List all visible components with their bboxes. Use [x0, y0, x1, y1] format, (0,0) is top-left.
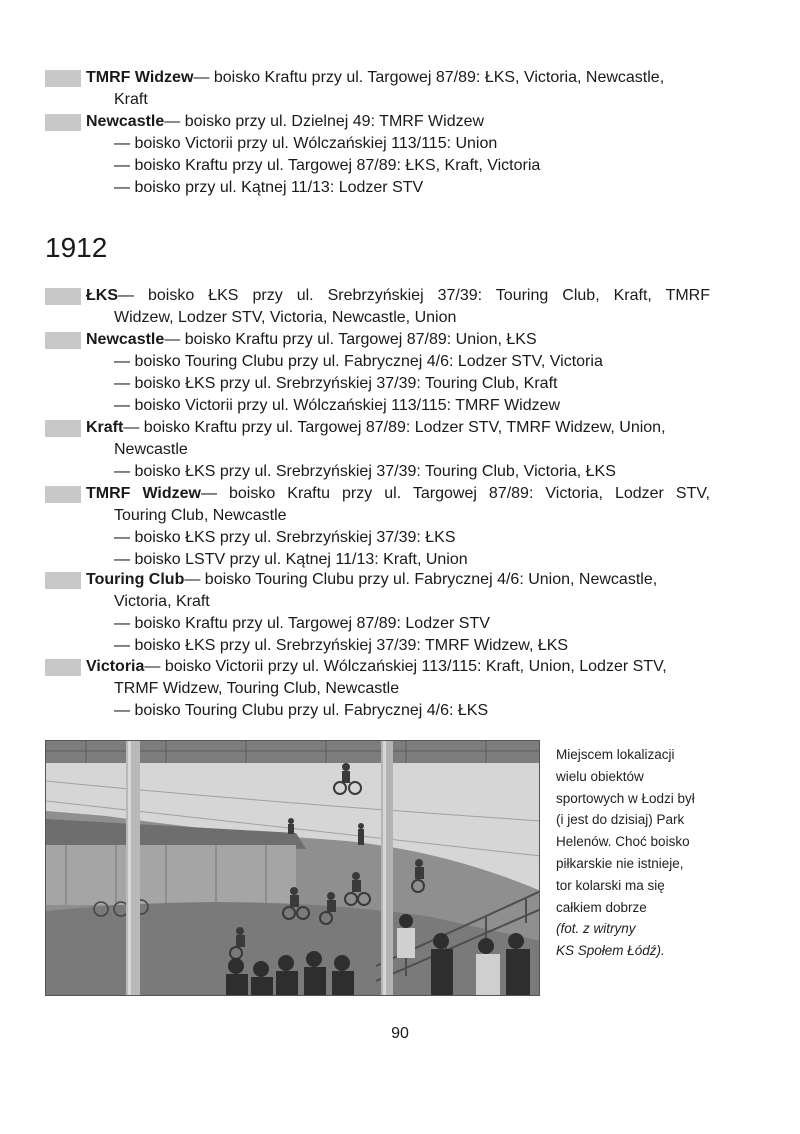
entry-sub-line: — boisko Touring Clubu przy ul. Fabrycznej 4/6: ŁKS	[114, 702, 489, 719]
team-name: Kraft	[86, 419, 124, 436]
entry-continuation: Touring Club, Newcastle	[114, 507, 287, 524]
entry-sub-line: — boisko przy ul. Kątnej 11/13: Lodzer STV	[114, 179, 424, 196]
photo-caption	[556, 744, 726, 962]
entry-tmrf-widzew-top	[45, 67, 710, 111]
team-name: ŁKS	[86, 287, 118, 304]
entry-kraft	[45, 417, 710, 483]
entry-tmrf-widzew	[45, 483, 710, 571]
team-name: Touring Club	[86, 571, 185, 588]
entry-text: — boisko ŁKS przy ul. Srebrzyńskiej 37/39: Touring Club, Kraft, TMRF	[118, 287, 710, 304]
entry-text: — boisko Kraftu przy ul. Targowej 87/89: Union, ŁKS	[164, 331, 537, 348]
entry-victoria	[45, 656, 710, 722]
caption-credit-line: (fot. z witryny	[556, 921, 636, 937]
team-name: TMRF Widzew	[86, 69, 194, 86]
entry-touring-club	[45, 569, 710, 657]
entry-text: — boisko przy ul. Dzielnej 49: TMRF Widzew	[164, 113, 485, 130]
entry-sub-line: — boisko Victorii przy ul. Wólczańskiej 113/115: Union	[114, 135, 498, 152]
entry-continuation: TRMF Widzew, Touring Club, Newcastle	[114, 680, 400, 697]
entry-text: — boisko Kraftu przy ul. Targowej 87/89: ŁKS, Victoria, Newcastle,	[193, 69, 665, 86]
entry-text: — boisko Victorii przy ul. Wólczańskiej 113/115: Kraft, Union, Lodzer STV,	[144, 658, 667, 675]
velodrome-photo	[45, 740, 540, 996]
entry-sub-line: — boisko Kraftu przy ul. Targowej 87/89: Lodzer STV	[114, 615, 490, 632]
entry-text: — boisko Touring Clubu przy ul. Fabrycznej 4/6: Union, Newcastle,	[184, 571, 658, 588]
team-name: Victoria	[86, 658, 145, 675]
caption-line: wielu obiektów	[556, 768, 644, 784]
caption-line: Miejscem lokalizacji	[556, 747, 675, 762]
entry-continuation: Kraft	[114, 91, 148, 108]
entry-text: — boisko Kraftu przy ul. Targowej 87/89: Lodzer STV, TMRF Widzew, Union,	[123, 419, 666, 436]
entry-sub-line: — boisko ŁKS przy ul. Srebrzyńskiej 37/39: Touring Club, Kraft	[114, 375, 558, 392]
entry-continuation: Newcastle	[114, 441, 188, 458]
caption-line: sportowych w Łodzi był	[556, 790, 695, 806]
entry-text: — boisko Kraftu przy ul. Targowej 87/89: Victoria, Lodzer STV,	[200, 485, 710, 502]
caption-line: tor kolarski ma się	[556, 877, 665, 893]
entry-lks	[45, 285, 710, 329]
entry-newcastle	[45, 329, 710, 417]
entry-sub-line: — boisko Touring Clubu przy ul. Fabrycznej 4/6: Lodzer STV, Victoria	[114, 353, 603, 370]
entry-sub-line: — boisko LSTV przy ul. Kątnej 11/13: Kraft, Union	[114, 551, 468, 568]
velodrome-illustration	[46, 741, 540, 996]
entry-sub-line: — boisko ŁKS przy ul. Srebrzyńskiej 37/39: TMRF Widzew, ŁKS	[114, 637, 569, 654]
caption-line: (i jest do dzisiaj) Park	[556, 812, 685, 828]
page-number: 90	[391, 1025, 409, 1042]
caption-credit-line: KS Społem Łódź).	[556, 943, 665, 959]
entry-newcastle-top	[45, 111, 710, 199]
team-name: Newcastle	[86, 113, 165, 130]
team-name: Newcastle	[86, 331, 165, 348]
entry-continuation: Victoria, Kraft	[114, 593, 210, 610]
caption-line: całkiem dobrze	[556, 899, 647, 915]
entry-sub-line: — boisko Victorii przy ul. Wólczańskiej 113/115: TMRF Widzew	[114, 397, 561, 414]
entry-continuation: Widzew, Lodzer STV, Victoria, Newcastle, Union	[114, 309, 457, 326]
entry-sub-line: — boisko ŁKS przy ul. Srebrzyńskiej 37/39: ŁKS	[114, 529, 456, 546]
team-name: TMRF Widzew	[86, 485, 201, 502]
entry-sub-line: — boisko Kraftu przy ul. Targowej 87/89: ŁKS, Kraft, Victoria	[114, 157, 541, 174]
year-heading: 1912	[45, 232, 108, 263]
entry-sub-line: — boisko ŁKS przy ul. Srebrzyńskiej 37/39: Touring Club, Victoria, ŁKS	[114, 463, 616, 480]
caption-line: Helenów. Choć boisko	[556, 834, 690, 850]
caption-line: piłkarskie nie istnieje,	[556, 855, 684, 871]
